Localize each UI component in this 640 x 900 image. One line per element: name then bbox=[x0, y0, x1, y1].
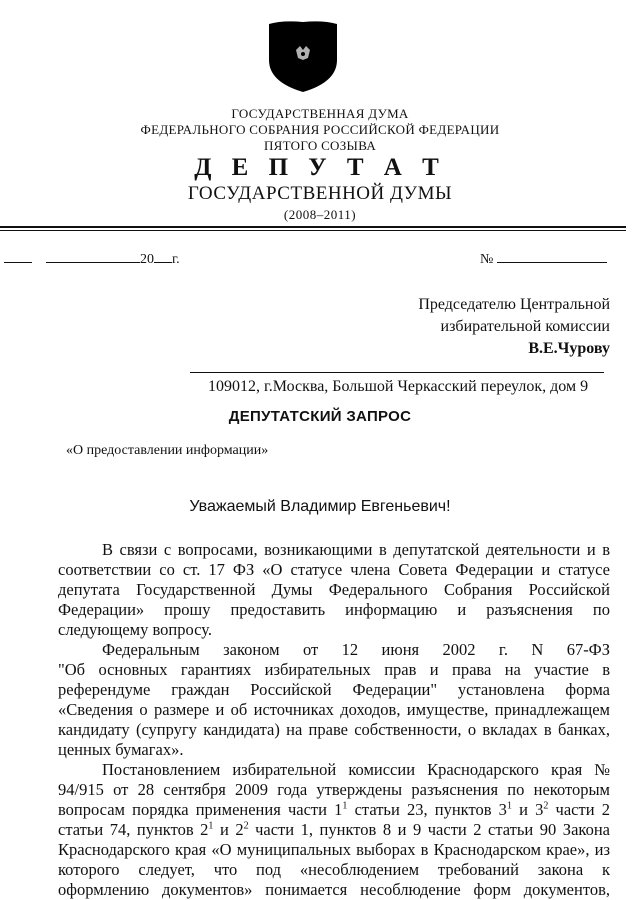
p1-line-1: В связи с вопросами, возникающими в депутатской деятельности и в bbox=[102, 540, 610, 559]
p3-line-3-d: части 2 bbox=[548, 800, 610, 819]
addressee-name: В.Е.Чурову bbox=[528, 340, 610, 357]
p2-line-1: Федеральным законом от 12 июня 2002 г. N 67-ФЗ bbox=[102, 640, 610, 659]
number-label: № bbox=[480, 252, 494, 267]
greeting: Уважаемый Владимир Евгеньевич! bbox=[189, 498, 451, 515]
p3-line-3 bbox=[58, 800, 610, 820]
p1-line-3: депутата Государственной Думы Федерального Собрания Российской bbox=[58, 580, 610, 599]
header-line-3: ПЯТОГО СОЗЫВА bbox=[263, 138, 377, 153]
date-line bbox=[4, 250, 180, 268]
p2-line-6: ценных бумагах». bbox=[58, 740, 184, 759]
header-rule-thick bbox=[0, 226, 626, 228]
addressee-line-1: Председателю Центральной bbox=[418, 296, 610, 313]
p1-line-5: следующему вопросу. bbox=[58, 620, 212, 639]
p2-line-4: «Сведения о размере и об источниках доходов, имуществе, принадлежащем bbox=[58, 700, 610, 719]
p3-line-4 bbox=[58, 820, 610, 840]
address-rule bbox=[190, 372, 604, 373]
header-years: (2008–2011) bbox=[283, 207, 357, 222]
superscript-1: 1 bbox=[342, 800, 348, 812]
p2-line-2: "Об основных гарантиях избирательных прав и права на участие в bbox=[58, 660, 610, 679]
header-rule-thin bbox=[0, 230, 626, 231]
day-blank bbox=[4, 250, 32, 263]
p3-line-3-c: и 3 bbox=[511, 800, 544, 819]
number-line bbox=[480, 250, 607, 268]
p3-line-4-c: части 1, пунктов 8 и 9 части 2 статьи 90 Закона bbox=[248, 820, 610, 839]
coat-of-arms-emblem bbox=[263, 20, 343, 94]
p3-line-3-b: статьи 23, пунктов 3 bbox=[347, 800, 507, 819]
addressee-line-2: избирательной комиссии bbox=[440, 318, 610, 335]
p3-line-7: оформлению документов» понимается несоблюдение форм документов, bbox=[58, 880, 610, 899]
p3-line-6: которого следует, что под «несоблюдением требований закона к bbox=[58, 860, 610, 879]
year-prefix: 20 bbox=[140, 252, 154, 267]
superscript-1: 1 bbox=[208, 820, 214, 832]
p3-line-5: Краснодарского края «О муниципальных выборах в Краснодарском крае», из bbox=[58, 840, 610, 859]
p1-line-2: соответствии со ст. 17 ФЗ «О статусе члена Совета Федерации и статусе bbox=[58, 560, 610, 579]
document-title: ДЕПУТАТСКИЙ ЗАПРОС bbox=[228, 408, 412, 425]
p2-line-5: кандидату (супругу кандидата) на праве собственности, о вкладах в банках, bbox=[58, 720, 610, 739]
superscript-1: 1 bbox=[506, 800, 512, 812]
year-suffix: г. bbox=[172, 252, 180, 267]
document-subject: «О предоставлении информации» bbox=[66, 443, 269, 458]
number-blank bbox=[497, 250, 607, 263]
superscript-2: 2 bbox=[543, 800, 549, 812]
header-line-1: ГОСУДАРСТВЕННАЯ ДУМА bbox=[231, 106, 409, 121]
p3-line-4-a: статьи 74, пунктов 2 bbox=[58, 820, 209, 839]
p2-line-3: референдуме граждан Российской Федерации" установлена форма bbox=[58, 680, 610, 699]
addressee-address: 109012, г.Москва, Большой Черкасский переулок, дом 9 bbox=[208, 378, 589, 395]
p3-line-1: Постановлением избирательной комиссии Краснодарского края № bbox=[102, 760, 610, 779]
p3-line-4-b: и 2 bbox=[213, 820, 244, 839]
header-title: Д Е П У Т А Т bbox=[194, 154, 446, 181]
p3-line-2: 94/915 от 28 сентября 2009 года утверждены разъяснения по некоторым bbox=[58, 780, 610, 799]
year-blank bbox=[154, 250, 172, 263]
p1-line-4: Федерации» прошу предоставить информацию и разъяснения по bbox=[58, 600, 610, 619]
p3-line-3-a: вопросам порядка применения части 1 bbox=[58, 800, 343, 819]
month-blank bbox=[46, 250, 140, 263]
superscript-2: 2 bbox=[243, 820, 249, 832]
header-subtitle: ГОСУДАРСТВЕННОЙ ДУМЫ bbox=[187, 183, 453, 204]
header-line-2: ФЕДЕРАЛЬНОГО СОБРАНИЯ РОССИЙСКОЙ ФЕДЕРАЦИИ bbox=[140, 122, 500, 137]
